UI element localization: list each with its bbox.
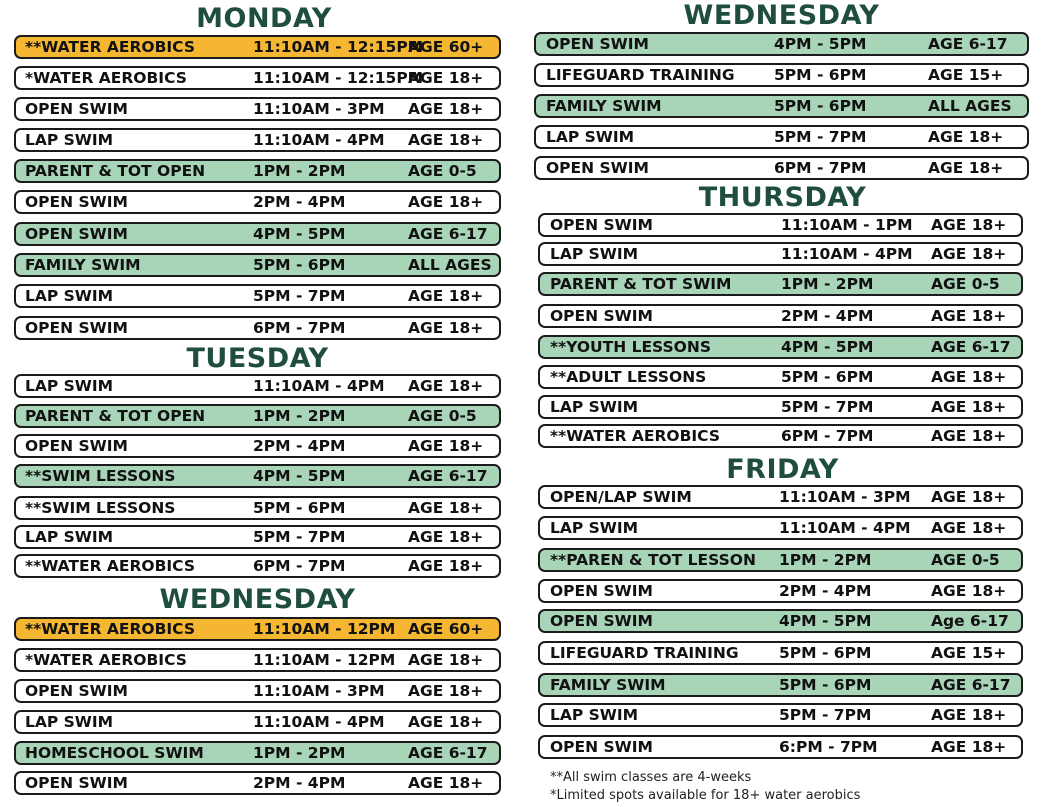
schedule-row: [538, 703, 1023, 727]
class-age: AGE 18+: [408, 774, 484, 792]
schedule-row: [14, 66, 501, 90]
class-name: LAP SWIM: [25, 131, 114, 149]
class-name: LIFEGUARD TRAINING: [550, 644, 739, 662]
class-age: AGE 18+: [408, 437, 484, 455]
class-name: LAP SWIM: [550, 519, 639, 537]
class-time: 5PM - 6PM: [253, 499, 346, 517]
schedule-row: [538, 365, 1023, 389]
class-name: **YOUTH LESSONS: [550, 338, 711, 356]
class-age: AGE 18+: [408, 713, 484, 731]
class-time: 11:10AM - 4PM: [781, 245, 913, 263]
class-name: FAMILY SWIM: [546, 97, 662, 115]
class-time: 5PM - 7PM: [253, 528, 346, 546]
class-name: **WATER AEROBICS: [25, 38, 196, 56]
class-age: AGE 18+: [931, 488, 1007, 506]
class-age: AGE 60+: [408, 38, 484, 56]
class-time: 11:10AM - 12:15PM: [253, 69, 424, 87]
class-name: LAP SWIM: [25, 287, 114, 305]
day-heading-tuesday: TUESDAY: [186, 343, 329, 374]
schedule-row: [538, 548, 1023, 572]
class-time: 11:10AM - 3PM: [253, 100, 385, 118]
class-time: 2PM - 4PM: [779, 582, 872, 600]
class-name: **PAREN & TOT LESSON: [550, 551, 756, 569]
class-age: AGE 0-5: [408, 407, 477, 425]
class-age: AGE 18+: [928, 159, 1004, 177]
schedule-row: [538, 395, 1023, 419]
class-time: 6PM - 7PM: [253, 557, 346, 575]
class-age: Age 6-17: [931, 612, 1009, 630]
schedule-row: [14, 434, 501, 458]
class-name: OPEN SWIM: [25, 774, 128, 792]
class-name: **WATER AEROBICS: [550, 427, 721, 445]
class-time: 11:10AM - 4PM: [253, 131, 385, 149]
class-time: 4PM - 5PM: [774, 35, 867, 53]
class-time: 1PM - 2PM: [253, 407, 346, 425]
class-time: 4PM - 5PM: [253, 467, 346, 485]
class-name: **SWIM LESSONS: [25, 467, 176, 485]
class-age: AGE 18+: [931, 706, 1007, 724]
class-name: LAP SWIM: [550, 245, 639, 263]
schedule-row: [14, 190, 501, 214]
class-name: FAMILY SWIM: [25, 256, 141, 274]
class-name: PARENT & TOT SWIM: [550, 275, 732, 293]
schedule-row: [538, 272, 1023, 296]
class-time: 11:10AM - 12:15PM: [253, 38, 424, 56]
class-time: 6PM - 7PM: [781, 427, 874, 445]
schedule-row: [14, 525, 501, 549]
class-name: LAP SWIM: [550, 706, 639, 724]
schedule-row: [14, 679, 501, 703]
schedule-row: [14, 222, 501, 246]
class-name: FAMILY SWIM: [550, 676, 666, 694]
day-heading-wednesday: WEDNESDAY: [159, 584, 356, 615]
class-time: 5PM - 6PM: [779, 644, 872, 662]
class-time: 1PM - 2PM: [253, 744, 346, 762]
class-name: OPEN/LAP SWIM: [550, 488, 692, 506]
class-name: PARENT & TOT OPEN: [25, 162, 206, 180]
schedule-row: [534, 156, 1029, 180]
class-time: 11:10AM - 3PM: [779, 488, 911, 506]
class-age: AGE 18+: [408, 557, 484, 575]
class-name: LAP SWIM: [25, 528, 114, 546]
schedule-row: [538, 242, 1023, 266]
schedule-row: [538, 485, 1023, 509]
class-age: AGE 6-17: [408, 225, 488, 243]
class-name: OPEN SWIM: [25, 100, 128, 118]
class-age: AGE 18+: [931, 398, 1007, 416]
day-heading-friday: FRIDAY: [726, 454, 839, 485]
class-name: OPEN SWIM: [25, 225, 128, 243]
class-age: AGE 6-17: [931, 676, 1011, 694]
schedule-row: [14, 253, 501, 277]
class-name: OPEN SWIM: [546, 35, 649, 53]
class-age: ALL AGES: [928, 97, 1012, 115]
schedule-row: [14, 404, 501, 428]
class-age: AGE 18+: [408, 319, 484, 337]
class-time: 5PM - 7PM: [779, 706, 872, 724]
class-age: AGE 18+: [408, 528, 484, 546]
class-name: OPEN SWIM: [25, 319, 128, 337]
class-time: 2PM - 4PM: [253, 193, 346, 211]
class-name: OPEN SWIM: [550, 738, 653, 756]
schedule-row: [538, 304, 1023, 328]
class-age: AGE 0-5: [931, 275, 1000, 293]
schedule-row: [538, 579, 1023, 603]
class-name: OPEN SWIM: [550, 582, 653, 600]
class-time: 5PM - 6PM: [779, 676, 872, 694]
class-age: AGE 18+: [931, 307, 1007, 325]
schedule-row: [14, 648, 501, 672]
class-name: OPEN SWIM: [550, 612, 653, 630]
day-heading-thursday: THURSDAY: [698, 182, 867, 213]
schedule-row: [538, 735, 1023, 759]
schedule-row: [14, 316, 501, 340]
class-age: AGE 18+: [408, 651, 484, 669]
schedule-row: [538, 424, 1023, 448]
class-age: AGE 18+: [931, 738, 1007, 756]
class-name: LAP SWIM: [25, 377, 114, 395]
day-heading-monday: MONDAY: [196, 3, 332, 34]
class-age: AGE 18+: [931, 582, 1007, 600]
class-time: 4PM - 5PM: [779, 612, 872, 630]
schedule-row: [534, 63, 1029, 87]
class-age: AGE 18+: [408, 377, 484, 395]
schedule-row: [14, 97, 501, 121]
class-name: OPEN SWIM: [25, 193, 128, 211]
class-name: *WATER AEROBICS: [25, 69, 187, 87]
class-age: AGE 15+: [931, 644, 1007, 662]
class-age: AGE 15+: [928, 66, 1004, 84]
schedule-row: [538, 516, 1023, 540]
class-age: AGE 18+: [408, 131, 484, 149]
class-time: 4PM - 5PM: [253, 225, 346, 243]
class-name: LIFEGUARD TRAINING: [546, 66, 735, 84]
schedule-row: [14, 128, 501, 152]
class-age: AGE 6-17: [408, 467, 488, 485]
class-time: 1PM - 2PM: [253, 162, 346, 180]
class-age: AGE 18+: [931, 368, 1007, 386]
class-time: 2PM - 4PM: [253, 437, 346, 455]
class-time: 2PM - 4PM: [781, 307, 874, 325]
schedule-row: [14, 374, 501, 398]
class-age: AGE 60+: [408, 620, 484, 638]
class-time: 6PM - 7PM: [774, 159, 867, 177]
class-age: AGE 18+: [408, 69, 484, 87]
class-time: 5PM - 6PM: [774, 66, 867, 84]
schedule-row: [538, 609, 1023, 633]
class-name: LAP SWIM: [546, 128, 635, 146]
class-name: **WATER AEROBICS: [25, 557, 196, 575]
class-name: *WATER AEROBICS: [25, 651, 187, 669]
class-age: AGE 0-5: [408, 162, 477, 180]
class-time: 5PM - 6PM: [253, 256, 346, 274]
schedule-row: [538, 641, 1023, 665]
class-name: OPEN SWIM: [550, 216, 653, 234]
class-age: AGE 18+: [928, 128, 1004, 146]
class-time: 11:10AM - 1PM: [781, 216, 913, 234]
class-time: 5PM - 7PM: [253, 287, 346, 305]
class-name: OPEN SWIM: [546, 159, 649, 177]
class-time: 6:PM - 7PM: [779, 738, 878, 756]
day-heading-wednesday: WEDNESDAY: [683, 0, 880, 31]
class-time: 5PM - 7PM: [781, 398, 874, 416]
class-time: 11:10AM - 12PM: [253, 651, 396, 669]
schedule-row: [14, 554, 501, 578]
class-time: 1PM - 2PM: [781, 275, 874, 293]
class-name: OPEN SWIM: [25, 682, 128, 700]
class-name: HOMESCHOOL SWIM: [25, 744, 204, 762]
schedule-row: [14, 159, 501, 183]
class-time: 5PM - 6PM: [781, 368, 874, 386]
class-time: 6PM - 7PM: [253, 319, 346, 337]
class-age: AGE 18+: [931, 427, 1007, 445]
class-name: LAP SWIM: [25, 713, 114, 731]
class-age: AGE 18+: [931, 216, 1007, 234]
footnote-classes: **All swim classes are 4-weeks: [550, 770, 752, 785]
class-name: OPEN SWIM: [550, 307, 653, 325]
class-age: AGE 18+: [408, 193, 484, 211]
schedule-row: [14, 617, 501, 641]
schedule-row: [534, 32, 1029, 56]
class-name: **WATER AEROBICS: [25, 620, 196, 638]
schedule-row: [534, 94, 1029, 118]
class-time: 11:10AM - 4PM: [253, 713, 385, 731]
schedule-row: [14, 771, 501, 795]
class-time: 11:10AM - 3PM: [253, 682, 385, 700]
schedule-row: [14, 35, 501, 59]
class-name: **SWIM LESSONS: [25, 499, 176, 517]
class-age: AGE 18+: [931, 519, 1007, 537]
class-age: AGE 18+: [408, 499, 484, 517]
class-name: PARENT & TOT OPEN: [25, 407, 206, 425]
class-time: 11:10AM - 12PM: [253, 620, 396, 638]
class-name: LAP SWIM: [550, 398, 639, 416]
class-age: AGE 6-17: [408, 744, 488, 762]
footnote-limited-spots: *Limited spots available for 18+ water aerobics: [550, 788, 861, 803]
class-time: 2PM - 4PM: [253, 774, 346, 792]
class-age: AGE 18+: [931, 245, 1007, 263]
class-time: 11:10AM - 4PM: [253, 377, 385, 395]
class-age: AGE 18+: [408, 100, 484, 118]
class-age: ALL AGES: [408, 256, 492, 274]
class-name: OPEN SWIM: [25, 437, 128, 455]
class-name: **ADULT LESSONS: [550, 368, 707, 386]
class-time: 11:10AM - 4PM: [779, 519, 911, 537]
schedule-row: [14, 710, 501, 734]
class-time: 4PM - 5PM: [781, 338, 874, 356]
schedule-row: [538, 673, 1023, 697]
class-age: AGE 6-17: [931, 338, 1011, 356]
schedule-row: [14, 496, 501, 520]
class-age: AGE 18+: [408, 287, 484, 305]
class-age: AGE 0-5: [931, 551, 1000, 569]
class-time: 5PM - 6PM: [774, 97, 867, 115]
schedule-row: [534, 125, 1029, 149]
schedule-row: [14, 284, 501, 308]
class-time: 1PM - 2PM: [779, 551, 872, 569]
class-time: 5PM - 7PM: [774, 128, 867, 146]
schedule-row: [538, 213, 1023, 237]
schedule-row: [538, 335, 1023, 359]
class-age: AGE 18+: [408, 682, 484, 700]
schedule-row: [14, 464, 501, 488]
schedule-row: [14, 741, 501, 765]
class-age: AGE 6-17: [928, 35, 1008, 53]
